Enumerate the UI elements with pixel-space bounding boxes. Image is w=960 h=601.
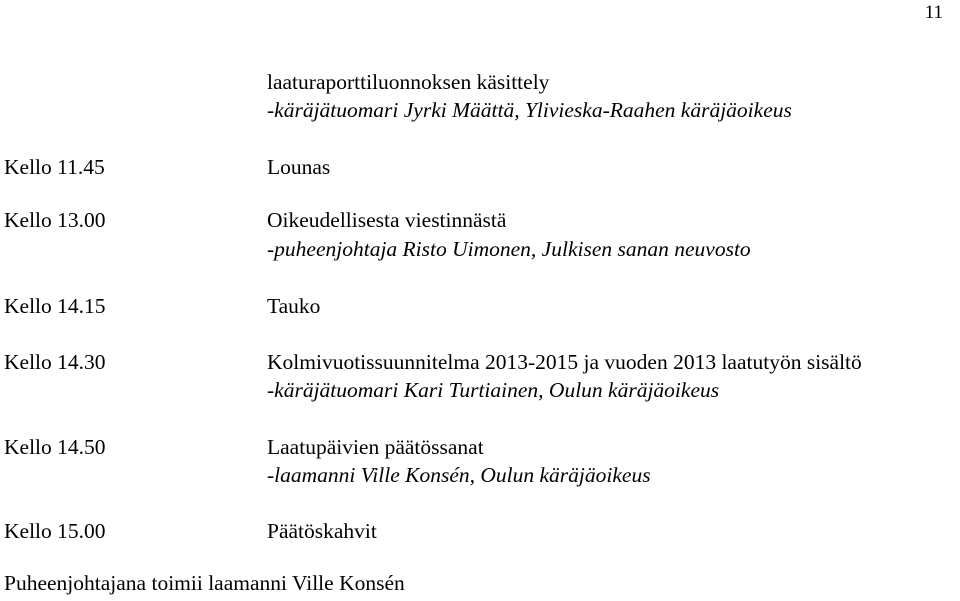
- schedule-time: Kello 14.30: [4, 350, 106, 374]
- page-number: 11: [924, 2, 943, 23]
- schedule-time: Kello 13.00: [4, 208, 106, 232]
- schedule-title: Kolmivuotissuunnitelma 2013-2015 ja vuoden 2013 laatutyön sisältö: [267, 350, 862, 374]
- footer-note: Puheenjohtajana toimii laamanni Ville Konsén: [4, 571, 405, 595]
- schedule-speaker: -käräjätuomari Kari Turtiainen, Oulun käräjäoikeus: [267, 378, 720, 402]
- pre-item-speaker: -käräjätuomari Jyrki Määttä, Ylivieska-Raahen käräjäoikeus: [267, 98, 792, 122]
- schedule-speaker: -puheenjohtaja Risto Uimonen, Julkisen sanan neuvosto: [267, 237, 751, 261]
- schedule-speaker: -laamanni Ville Konsén, Oulun käräjäoikeus: [267, 463, 651, 487]
- schedule-title: Päätöskahvit: [267, 519, 377, 543]
- schedule-time: Kello 14.15: [4, 294, 106, 318]
- schedule-title: Oikeudellisesta viestinnästä: [267, 208, 507, 232]
- schedule-title: Tauko: [267, 294, 321, 318]
- schedule-time: Kello 14.50: [4, 435, 106, 459]
- schedule-title: Laatupäivien päätössanat: [267, 435, 484, 459]
- schedule-title: Lounas: [267, 155, 331, 179]
- schedule-time: Kello 11.45: [4, 155, 105, 179]
- schedule-time: Kello 15.00: [4, 519, 106, 543]
- pre-item-title: laaturaporttiluonnoksen käsittely: [267, 70, 550, 94]
